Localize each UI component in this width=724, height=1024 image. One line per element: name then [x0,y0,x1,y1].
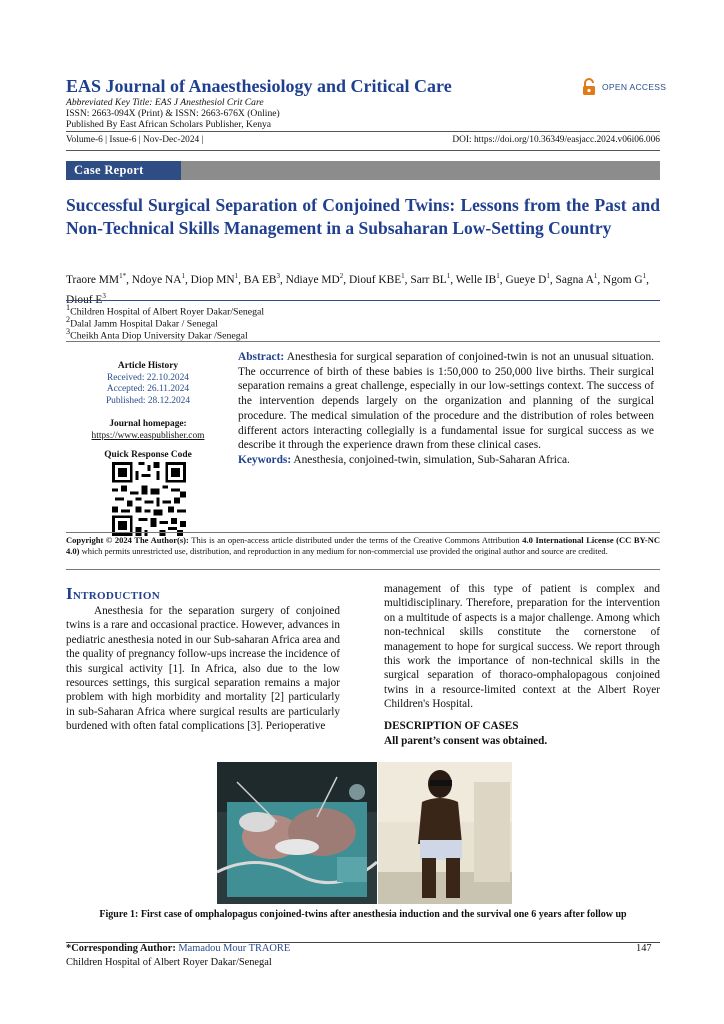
author-name: Sagna A [555,273,594,286]
history-title: Article History [117,361,179,371]
author-name: Diouf KBE [348,273,402,286]
corr-affiliation: Children Hospital of Albert Royer Dakar/Senegal [66,957,272,968]
article-type-banner [66,161,660,180]
abstract-text: Anesthesia for surgical separation of conjoined-twin is not an unusual situation. The occurrence of birth of these babies is 1:50,000 to 250,000 live births. Their surgical separation remains a great challenge, especially in our low-settings context. The success of the intervention depends largely on the organization and planning of the surgical procedure. The medical simulation of the procedure and the distribution of roles between different actors interacting collegially is a fundamental issue for surgical success as we describe it through the experience drawn from these clinical cases. [238,351,654,452]
open-access-badge [582,78,666,96]
article-history [80,361,216,407]
homepage-title: Journal homepage: [109,419,187,429]
abstract [238,350,654,468]
copyright-notice: Copyright © 2024 The Author(s): This is an open-access article distributed under the terms of the Creative Commons Attribution 4.0 International License (CC BY-NC 4.0) which permits unrestricted use, distribution, and reproduction in any medium for non-commercial use provided the original author and source are credited. [66,535,661,556]
affiliation-rule [66,341,660,342]
qr-code-icon[interactable] [112,462,186,536]
author-name: Welle IB [455,273,497,286]
header-rule [66,131,660,132]
abbreviated-title: Abbreviated Key Title: EAS J Anesthesiol Crit Care [66,97,264,108]
author-sup: 1* [119,272,127,280]
page-number: 147 [636,943,652,954]
consent-statement: All parent’s consent was obtained. [384,735,548,747]
affiliation-sup: 1 [66,303,71,312]
copyright-rule [66,569,660,570]
author-list: Traore $MM^{1*}$, Ndoye $NA^1$, Diop $MN^1$, BA $EB^3$, Ndiaye $MD^2$, Diouf KBE$^1$, Sarr $BL^1$, Welle $IB^1$, Gueye $D^1$, Sagna $A^1$, Ngom $G^1$, Diouf $E^3$ [66,272,649,306]
accepted-date: Accepted: 26.11.2024 [106,384,190,394]
figure-survivor-photo [378,762,512,904]
journal-title: EAS Journal of Anaesthesiology and Critical Care [66,76,452,96]
author-name: BA EB [243,273,277,286]
open-lock-icon [582,78,596,96]
corresponding-author [66,943,290,954]
corr-label: *Corresponding Author: [66,943,176,954]
affiliation-3: $^3$Cheikh Anta Diop University Dakar /Senegal [66,327,248,342]
issn-line: ISSN: 2663-094X (Print) & ISSN: 2663-676X (Online) [66,108,280,119]
author-sup: 1 [401,272,405,280]
corr-name[interactable]: Mamadou Mour TRAORE [178,943,291,954]
author-sup: 1 [446,272,451,280]
open-access-label: OPEN ACCESS [602,82,667,92]
volume-rule [66,150,660,151]
author-name: Diouf E [66,293,103,306]
affiliation-2: $^2$Dalal Jamm Hospital Dakar / Senegal [66,315,218,330]
author-sup: 2 [339,272,344,280]
qr-title: Quick Response Code [104,450,192,460]
author-name: Diop MN [190,273,235,286]
author-name: Sarr BL [410,273,447,286]
doi-link[interactable]: DOI: https://doi.org/10.36349/easjacc.2024.v06i06.006 [452,135,660,145]
author-sup: 1 [642,272,647,280]
journal-homepage [80,418,216,442]
author-name: Ngom G [603,273,643,286]
volume-doi-row [66,135,660,145]
author-sup: 3 [276,272,280,280]
homepage-link[interactable]: https://www.easpublisher.com [91,431,205,441]
copyright-lead: Copyright © 2024 The Author(s): [66,535,189,545]
author-sup: 1 [181,272,185,280]
intro-left-column: Anesthesia for the separation surgery of conjoined twins is a rare and occasional practice. However, advances in pediatric anesthesia noted in our Sub-saharan Africa area and the quality of pregnancy follow-ups increase the incidence of this surgical activity [1]. In Africa, also due to the low resources settings, this surgical separation remains a major problem with high morbidity and mortality [2] particularly in sub-Saharan Africa where surgical results are particularly burdened with often fatal complications [3]. Perioperative [66,605,340,733]
description-heading: DESCRIPTION OF CASES [384,720,519,732]
received-date: Received: 22.10.2024 [106,372,189,383]
affiliation-sup: 3 [66,327,71,336]
figure-twins-surgery [217,762,377,904]
author-name: Traore MM [66,273,120,286]
published-date: Published: 28.12.2024 [105,395,191,406]
author-sup: 3 [102,291,106,300]
abstract-label: Abstract: [238,351,285,363]
intro-right-column: management of this type of patient is complex and multidisciplinary. Therefore, preparation for the intervention on a multitude of aspects is a major challenge. Among which non-technical skills constitute the cornerstone of management to hope for surgical success. We report through this work the importance of non-technical skills in the surgical separation of thoraco-omphalopagous conjoined twins in a resource-limited context at the Albert Royer Children's Hospital. [384,583,660,711]
publisher-line: Published By East African Scholars Publisher, Kenya [66,119,272,130]
author-sup: 1 [496,272,500,280]
affiliation-sup: 2 [66,315,71,324]
authors-rule [66,300,660,301]
figure-caption: Figure 1: First case of omphalopagus conjoined-twins after anesthesia induction and the survival one 6 years after follow up [99,909,627,920]
volume-issue: Volume-6 | Issue-6 | Nov-Dec-2024 | [66,135,204,145]
affiliation-1: $^1$Children Hospital of Albert Royer Dakar/Senegal [66,303,265,318]
author-sup: 1 [593,272,598,280]
author-name: Ndiaye MD [285,273,340,286]
author-sup: 1 [546,272,550,280]
license-name[interactable]: 4.0 International License (CC BY-NC 4.0) [66,535,661,556]
author-name: Ndoye NA [131,273,182,286]
article-type: Case Report [66,161,181,180]
keywords-label: Keywords: [238,453,292,466]
abstract-rule [66,532,660,533]
author-sup: 1 [234,272,239,280]
introduction-heading: Introduction [66,584,160,603]
author-name: Gueye D [505,273,547,286]
article-title: Successful Surgical Separation of Conjoined Twins: Lessons from the Past and Non-Technical Skills Management in a Subsaharan Low-Setting Country [66,195,660,238]
keywords-text: Anesthesia, conjoined-twin, simulation, Sub-Saharan Africa. [291,453,570,466]
intro-heading-rest: ntroduction [72,587,160,603]
